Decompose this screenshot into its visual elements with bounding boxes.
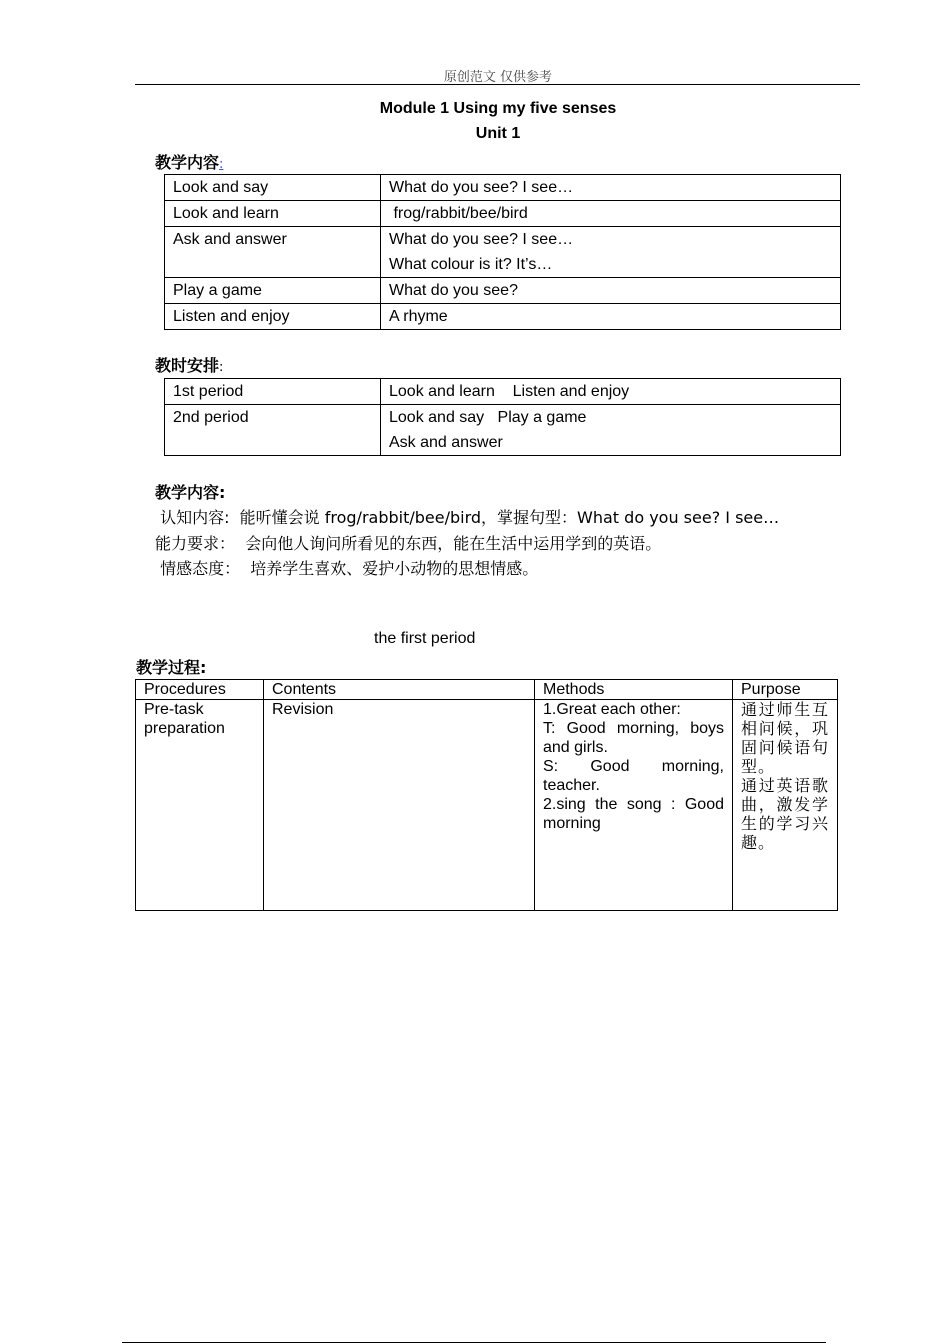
content-label-colon: : <box>219 157 224 172</box>
objective-label: 认知内容: <box>155 508 230 527</box>
content-cell <box>381 278 841 304</box>
footer-rule <box>122 1342 826 1343</box>
table-row <box>165 175 841 201</box>
purpose-line: 通过英语歌曲，激发学生的学习兴趣。 <box>741 776 829 852</box>
schedule-table <box>164 378 841 456</box>
content-line: A rhyme <box>389 308 448 325</box>
header-cell-purpose: Purpose <box>733 680 838 700</box>
activity-cell: Listen and enjoy <box>165 304 381 330</box>
method-line: T: Good morning, boys and girls. <box>543 720 724 756</box>
schedule-section-label <box>155 353 223 376</box>
content-line: What do you see? I see… <box>389 179 574 196</box>
method-line: S: Good morning, teacher. <box>543 758 724 794</box>
objective-text: 培养学生喜欢、爱护小动物的思想情感。 <box>240 559 539 578</box>
page-header: 原创范文 仅供参考 <box>443 70 553 85</box>
process-table <box>135 679 838 911</box>
table-row <box>165 227 841 278</box>
content-cell <box>381 227 841 278</box>
procedure-cell: Pre-task preparation <box>136 700 264 911</box>
schedule-content-cell <box>381 379 841 405</box>
document-subtitle: Unit 1 <box>475 125 521 142</box>
process-section-label: 教学过程: <box>136 658 207 677</box>
purpose-line: 通过师生互相问候，巩固问候语句型。 <box>741 700 829 776</box>
table-header-row <box>136 680 838 700</box>
header-cell-contents: Contents <box>264 680 535 700</box>
period-cell: 2nd period <box>165 405 381 456</box>
activity-cell: Play a game <box>165 278 381 304</box>
method-line: 2.sing the song : Good morning <box>543 796 724 832</box>
table-row <box>165 379 841 405</box>
schedule-label-text: 教时安排 <box>155 356 220 375</box>
document-title: Module 1 Using my five senses <box>379 100 617 117</box>
content-cell <box>381 175 841 201</box>
purpose-cell <box>733 700 838 911</box>
content-cell <box>381 304 841 330</box>
objective-text: 会向他人询问所看见的东西，能在生活中运用学到的英语。 <box>235 534 662 553</box>
objective-label: 能力要求： <box>155 534 236 553</box>
contents-cell: Revision <box>264 700 535 911</box>
content-line: What do you see? <box>389 282 518 299</box>
period-cell: 1st period <box>165 379 381 405</box>
table-row <box>165 278 841 304</box>
table-row <box>165 304 841 330</box>
activity-cell: Look and learn <box>165 201 381 227</box>
content-table <box>164 174 841 330</box>
content-line: frog/rabbit/bee/bird <box>389 205 528 222</box>
period-title: the first period <box>374 630 476 647</box>
content-line: What do you see? I see… <box>389 231 574 248</box>
table-row <box>136 700 838 911</box>
content-cell <box>381 201 841 227</box>
objective-text: 能听懂会说 frog/rabbit/bee/bird，掌握句型：What do you see? I see… <box>229 508 780 527</box>
table-row <box>165 405 841 456</box>
content-label-text: 教学内容 <box>155 153 220 172</box>
schedule-label-colon: : <box>219 360 224 375</box>
content-line: Look and learn Listen and enjoy <box>389 383 630 400</box>
activity-cell: Ask and answer <box>165 227 381 278</box>
header-rule <box>135 84 860 85</box>
content-section-label <box>155 150 223 173</box>
method-line: 1.Great each other: <box>543 701 681 718</box>
methods-cell <box>535 700 733 911</box>
objective-label: 情感态度： <box>155 559 241 578</box>
schedule-content-cell <box>381 405 841 456</box>
content-line: What colour is it? It’s… <box>389 256 553 273</box>
content-line: Ask and answer <box>389 434 503 451</box>
header-cell-methods: Methods <box>535 680 733 700</box>
header-cell-procedures: Procedures <box>136 680 264 700</box>
table-row <box>165 201 841 227</box>
objective-attitude <box>155 556 538 579</box>
content-line: Look and say Play a game <box>389 409 587 426</box>
activity-cell: Look and say <box>165 175 381 201</box>
objectives-section-label: 教学内容: <box>155 483 226 502</box>
objective-cognitive <box>155 505 779 528</box>
objective-ability <box>155 531 661 554</box>
